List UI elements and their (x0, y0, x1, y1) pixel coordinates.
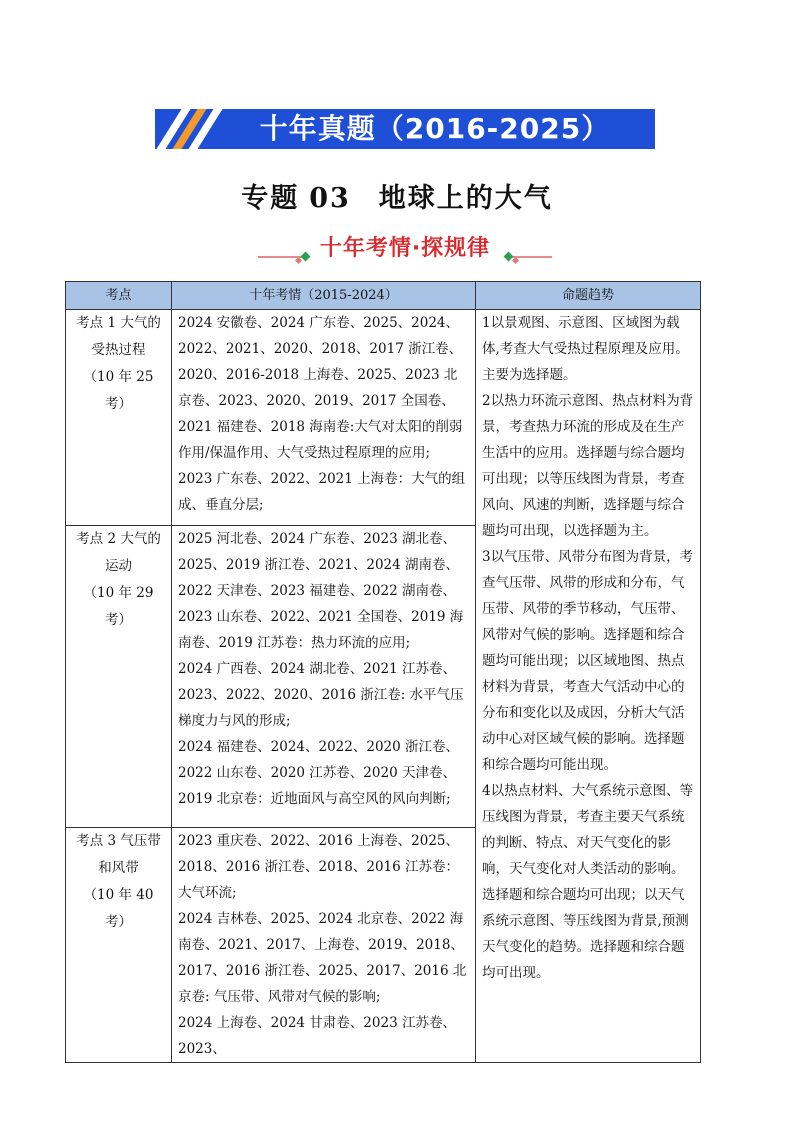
topic-line: 和风带 (98, 860, 139, 876)
topic-count: （10 年 40 考） (83, 887, 154, 930)
trend-item: 4以热点材料、大气系统示意图、等压线图为背景，考查主要天气系统的判断、特点、对天气变化的影响，天气变化对人类活动的影响。选择题和综合题均可出现；以天气系统示意图、等压线图为背景,预测天气变化的趋势。选择题和综合题均可出现。 (482, 783, 694, 981)
section-header-text: 十年考情·探规律 (319, 236, 491, 261)
topic-count: （10 年 25 考） (83, 369, 154, 412)
topic-line: 考点 1 大气的 (76, 315, 161, 331)
topic-cell (66, 310, 172, 526)
history-entry: 2024 吉林卷、2025、2024 北京卷、2022 海南卷、2021、2017、上海卷、2019、2018、2017、2016 浙江卷、2025、2017、2016 北京卷: 气压带、风带对气候的影响; (178, 911, 467, 1005)
trend-item: 1以景观图、示意图、区域图为载体,考查大气受热过程原理及应用。主要为选择题。 (482, 315, 689, 383)
topic-cell (66, 526, 172, 828)
document-title (0, 176, 794, 216)
column-header-history: 十年考情（2015-2024） (172, 282, 476, 310)
history-cell (172, 526, 476, 828)
banner-title: 十年真题（2016-2025） (259, 112, 611, 145)
history-cell (172, 828, 476, 1063)
history-cell (172, 310, 476, 526)
history-entry: 2024 安徽卷、2024 广东卷、2025、2024、2022、2021、2020、2018、2017 浙江卷、2020、2016-2018 上海卷、2025、2023 北京卷、2023、2020、2019、2017 全国卷、2021 福建卷、2018 海南卷:大气对太阳的削弱作用/保温作用、大气受热过程原理的应用; (178, 315, 463, 461)
trend-item: 2以热力环流示意图、热点材料为背景，考查热力环流的形成及在生产生活中的应用。选择题与综合题均可出现；以等压线图为背景，考查风向、风速的判断，选择题与综合题均可出现，以选择题为主。 (482, 393, 694, 539)
trend-cell (476, 310, 701, 1063)
history-entry: 2023 广东卷、2022、2021 上海卷：大气的组成、垂直分层; (178, 471, 466, 513)
topic-count: （10 年 29 考） (83, 585, 154, 628)
history-entry: 2023 重庆卷、2022、2016 上海卷、2025、2018、2016 浙江卷、2018、2016 江苏卷：大气环流; (178, 833, 460, 901)
table-header-row (66, 282, 701, 310)
topic-line: 受热过程 (91, 342, 146, 358)
document-title-name: 地球上的大气 (378, 183, 553, 214)
table-row (66, 310, 701, 526)
topic-line: 考点 2 大气的 (76, 531, 161, 547)
history-entry: 2025 河北卷、2024 广东卷、2023 湖北卷、2025、2019 浙江卷、2021、2024 湖南卷、2022 天津卷、2023 福建卷、2022 湖南卷、2023 山东卷、2022、2021 全国卷、2019 海南卷、2019 江苏卷：热力环流的应用; (178, 531, 464, 651)
document-title-number: 03 (309, 183, 351, 214)
history-entry: 2024 上海卷、2024 甘肃卷、2023 江苏卷、2023、 (178, 1015, 456, 1057)
title-banner (155, 109, 655, 149)
column-header-topic: 考点 (66, 282, 172, 310)
history-entry: 2024 广西卷、2024 湖北卷、2021 江苏卷、2023、2022、2020、2016 浙江卷: 水平气压梯度力与风的形成; (178, 661, 464, 729)
history-entry: 2024 福建卷、2024、2022、2020 浙江卷、2022 山东卷、2020 江苏卷、2020 天津卷、2019 北京卷：近地面风与高空风的风向判断; (178, 739, 460, 807)
document-title-prefix: 专题 (241, 183, 300, 214)
exam-analysis-table (65, 281, 701, 1063)
column-header-trend: 命题趋势 (476, 282, 701, 310)
topic-line: 运动 (105, 558, 132, 574)
section-header (258, 232, 552, 266)
topic-cell (66, 828, 172, 1063)
topic-line: 考点 3 气压带 (76, 833, 161, 849)
trend-item: 3以气压带、风带分布图为背景，考查气压带、风带的形成和分布，气压带、风带的季节移动，气压带、风带对气候的影响。选择题和综合题均可能出现；以区域地图、热点材料为背景，考查大气活动中心的分布和变化以及成因，分析大气活动中心对区域气候的影响。选择题和综合题均可能出现。 (482, 549, 694, 773)
